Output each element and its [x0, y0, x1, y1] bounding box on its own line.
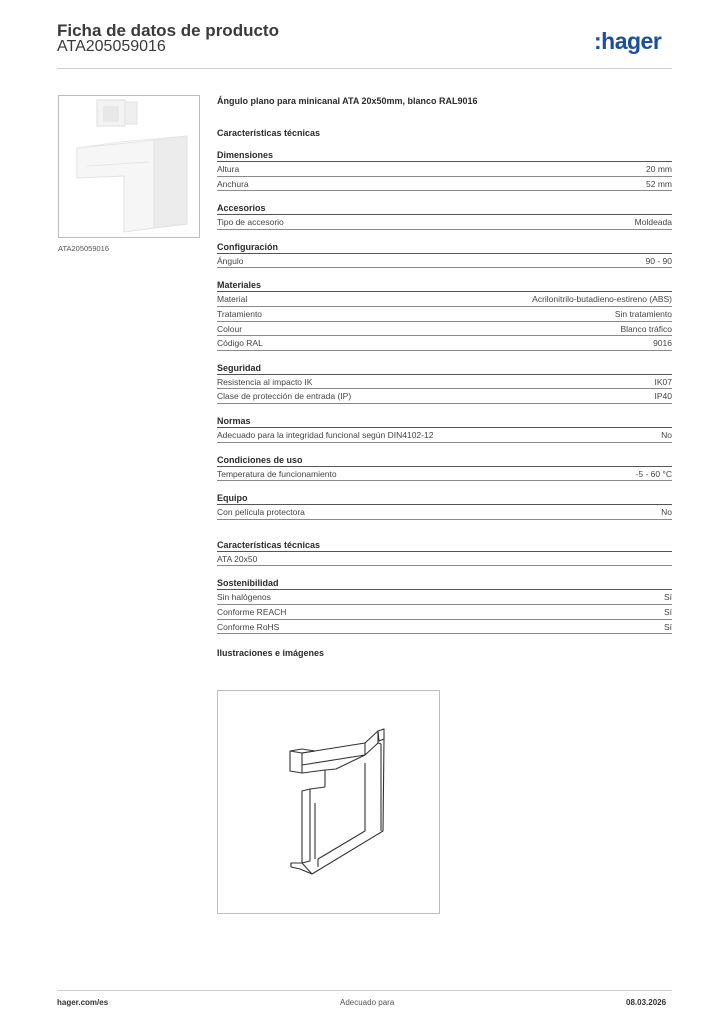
product-illustration: [217, 690, 440, 914]
spec-group: [217, 455, 672, 482]
spec-label: Código RAL: [217, 338, 263, 349]
spec-row: [217, 375, 672, 390]
thumbnail-caption: ATA205059016: [58, 244, 110, 253]
spec-value: Moldeada: [634, 217, 672, 228]
sustainability-value: Sí: [663, 621, 672, 632]
spec-row: [217, 162, 672, 177]
spec-label: Con película protectora: [217, 507, 305, 518]
technical-characteristics-heading: Características técnicas: [217, 128, 321, 138]
spec-label: Altura: [217, 164, 240, 174]
spec-group-title: Materiales: [217, 280, 672, 292]
header-divider: [57, 68, 672, 69]
spec-group: [217, 363, 672, 404]
sustainability-title: Sostenibilidad: [217, 578, 672, 590]
spec-row: [217, 428, 672, 443]
spec-value: Sin tratamiento: [614, 308, 672, 319]
spec-value: Blanco tráfico: [620, 323, 672, 334]
spec-group: [217, 416, 672, 443]
spec-group-title: Seguridad: [217, 363, 672, 375]
spec-row: [217, 254, 672, 269]
spec-group: [217, 203, 672, 230]
sustainability-rows: [217, 590, 672, 634]
sustainability-label: Sin halógenos: [217, 592, 271, 603]
spec-row: [217, 292, 672, 307]
spec-label: Ángulo: [217, 255, 244, 266]
spec-row: [217, 389, 672, 404]
spec-value: 90 - 90: [645, 255, 672, 266]
spec-label: Material: [217, 294, 248, 305]
product-thumbnail: [58, 95, 200, 238]
illustrations-heading: Ilustraciones e imágenes: [217, 648, 325, 659]
footer-website: hager.com/es: [57, 998, 109, 1007]
spec-value: IP40: [654, 391, 672, 402]
footer-divider: [57, 990, 672, 991]
spec-group: [217, 493, 672, 520]
spec-value: Acrilonitrilo-butadieno-estireno (ABS): [532, 294, 672, 305]
spec-label: Tratamiento: [217, 308, 263, 319]
product-photo-image: [59, 96, 200, 238]
technical-row: [217, 552, 672, 567]
spec-row: [217, 215, 672, 230]
spec-value: 52 mm: [646, 178, 672, 189]
line-drawing-image: [218, 691, 439, 913]
spec-label: Colour: [217, 323, 243, 334]
sustainability-value: Sí: [663, 592, 672, 603]
spec-value: -5 - 60 °C: [635, 468, 672, 479]
spec-group-title: Dimensiones: [217, 150, 672, 162]
sustainability-group: [217, 578, 672, 634]
spec-label: Anchura: [217, 178, 249, 189]
spec-value: 20 mm: [646, 164, 672, 174]
spec-label: Resistencia al impacto IK: [217, 376, 313, 387]
spec-label: Temperatura de funcionamiento: [217, 468, 337, 479]
spec-group-title: Configuración: [217, 242, 672, 254]
sustainability-label: Conforme RoHS: [217, 621, 280, 632]
sustainability-row: [217, 590, 672, 605]
spec-row: [217, 336, 672, 351]
footer-date: 08.03.2026: [626, 998, 667, 1007]
spec-label: Tipo de accesorio: [217, 217, 284, 228]
product-reference: ATA205059016: [57, 38, 166, 55]
spec-group-title: Equipo: [217, 493, 672, 505]
sustainability-row: [217, 605, 672, 620]
technical-label: ATA 20x50: [217, 553, 258, 564]
spec-row: [217, 505, 672, 520]
spec-group: [217, 242, 672, 269]
characteristics-groups: [217, 150, 672, 520]
spec-value: No: [661, 507, 672, 518]
hager-logo: :hager: [594, 28, 662, 54]
second-technical-rows: [217, 552, 672, 567]
second-technical-heading: Características técnicas: [217, 540, 672, 552]
spec-value: 9016: [653, 338, 672, 349]
spec-row: [217, 322, 672, 337]
spec-label: Adecuado para la integridad funcional según DIN4102-12: [217, 429, 434, 440]
sustainability-label: Conforme REACH: [217, 606, 287, 617]
spec-value: No: [661, 429, 672, 440]
product-description: Ángulo plano para minicanal ATA 20x50mm, blanco RAL9016: [217, 96, 478, 106]
spec-row: [217, 177, 672, 192]
spec-group-title: Condiciones de uso: [217, 455, 672, 467]
product-data-sheet: [217, 96, 672, 660]
sustainability-value: Sí: [663, 606, 672, 617]
spec-group-title: Accesorios: [217, 203, 672, 215]
page-title: Ficha de datos de producto: [57, 21, 279, 40]
footer-suitable-for: Adecuado para: [340, 998, 395, 1007]
spec-row: [217, 307, 672, 322]
sustainability-row: [217, 620, 672, 635]
spec-value: IK07: [654, 376, 672, 387]
spec-group-title: Normas: [217, 416, 672, 428]
spec-group: [217, 280, 672, 350]
spec-label: Clase de protección de entrada (IP): [217, 391, 352, 402]
spec-row: [217, 467, 672, 482]
spec-group: [217, 150, 672, 191]
